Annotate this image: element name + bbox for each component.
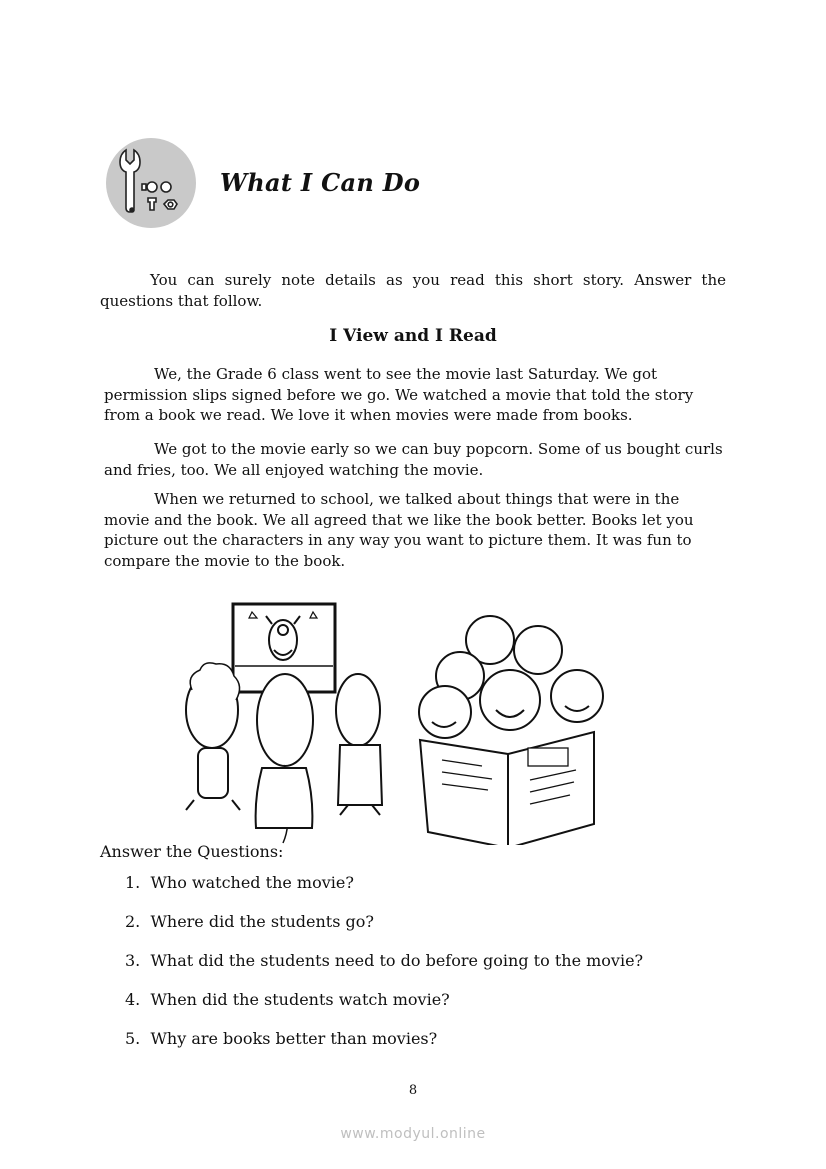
tools-badge [106, 138, 196, 228]
children-watching-icon [186, 663, 382, 843]
story-illustration [180, 600, 630, 849]
question-number: 1. [125, 873, 141, 892]
question-text: Why are books better than movies? [150, 1029, 438, 1048]
question-text: When did the students watch movie? [150, 990, 450, 1009]
story-paragraph: When we returned to school, we talked about things that were in the movie and the book. We all agreed that we like the book better. Books let you picture out the characters in any way you want to picture them. It was fun to compare the movie to the book. [104, 490, 694, 570]
question-item [125, 951, 643, 990]
story-paragraph: We, the Grade 6 class went to see the movie last Saturday. We got permission slips signed before we go. We watched a movie that told the story from a book we read. We love it when movies were made from books. [104, 365, 694, 424]
page-number: 8 [408, 1083, 418, 1098]
question-item [125, 990, 643, 1029]
question-number: 2. [125, 912, 141, 931]
story-paragraph: We got to the movie early so we can buy popcorn. Some of us bought curls and fries, too. We all enjoyed watching the movie. [104, 440, 723, 479]
section-title: What I Can Do [220, 168, 421, 197]
question-item [125, 912, 643, 951]
questions-list [125, 873, 643, 1068]
question-text: What did the students need to do before going to the movie? [150, 951, 644, 970]
questions-heading: Answer the Questions: [100, 842, 284, 861]
story-title: I View and I Read [329, 326, 497, 346]
children-reading-icon [419, 616, 603, 845]
question-item [125, 873, 643, 912]
question-text: Where did the students go? [150, 912, 374, 931]
intro-text: You can surely note details as you read this short story. Answer the questions that follow. [100, 271, 726, 310]
question-text: Who watched the movie? [150, 873, 354, 892]
tools-icon [106, 138, 196, 228]
question-number: 5. [125, 1029, 141, 1048]
watermark: www.modyul.online [340, 1126, 486, 1142]
question-number: 4. [125, 990, 141, 1009]
question-number: 3. [125, 951, 141, 970]
question-item [125, 1029, 643, 1068]
